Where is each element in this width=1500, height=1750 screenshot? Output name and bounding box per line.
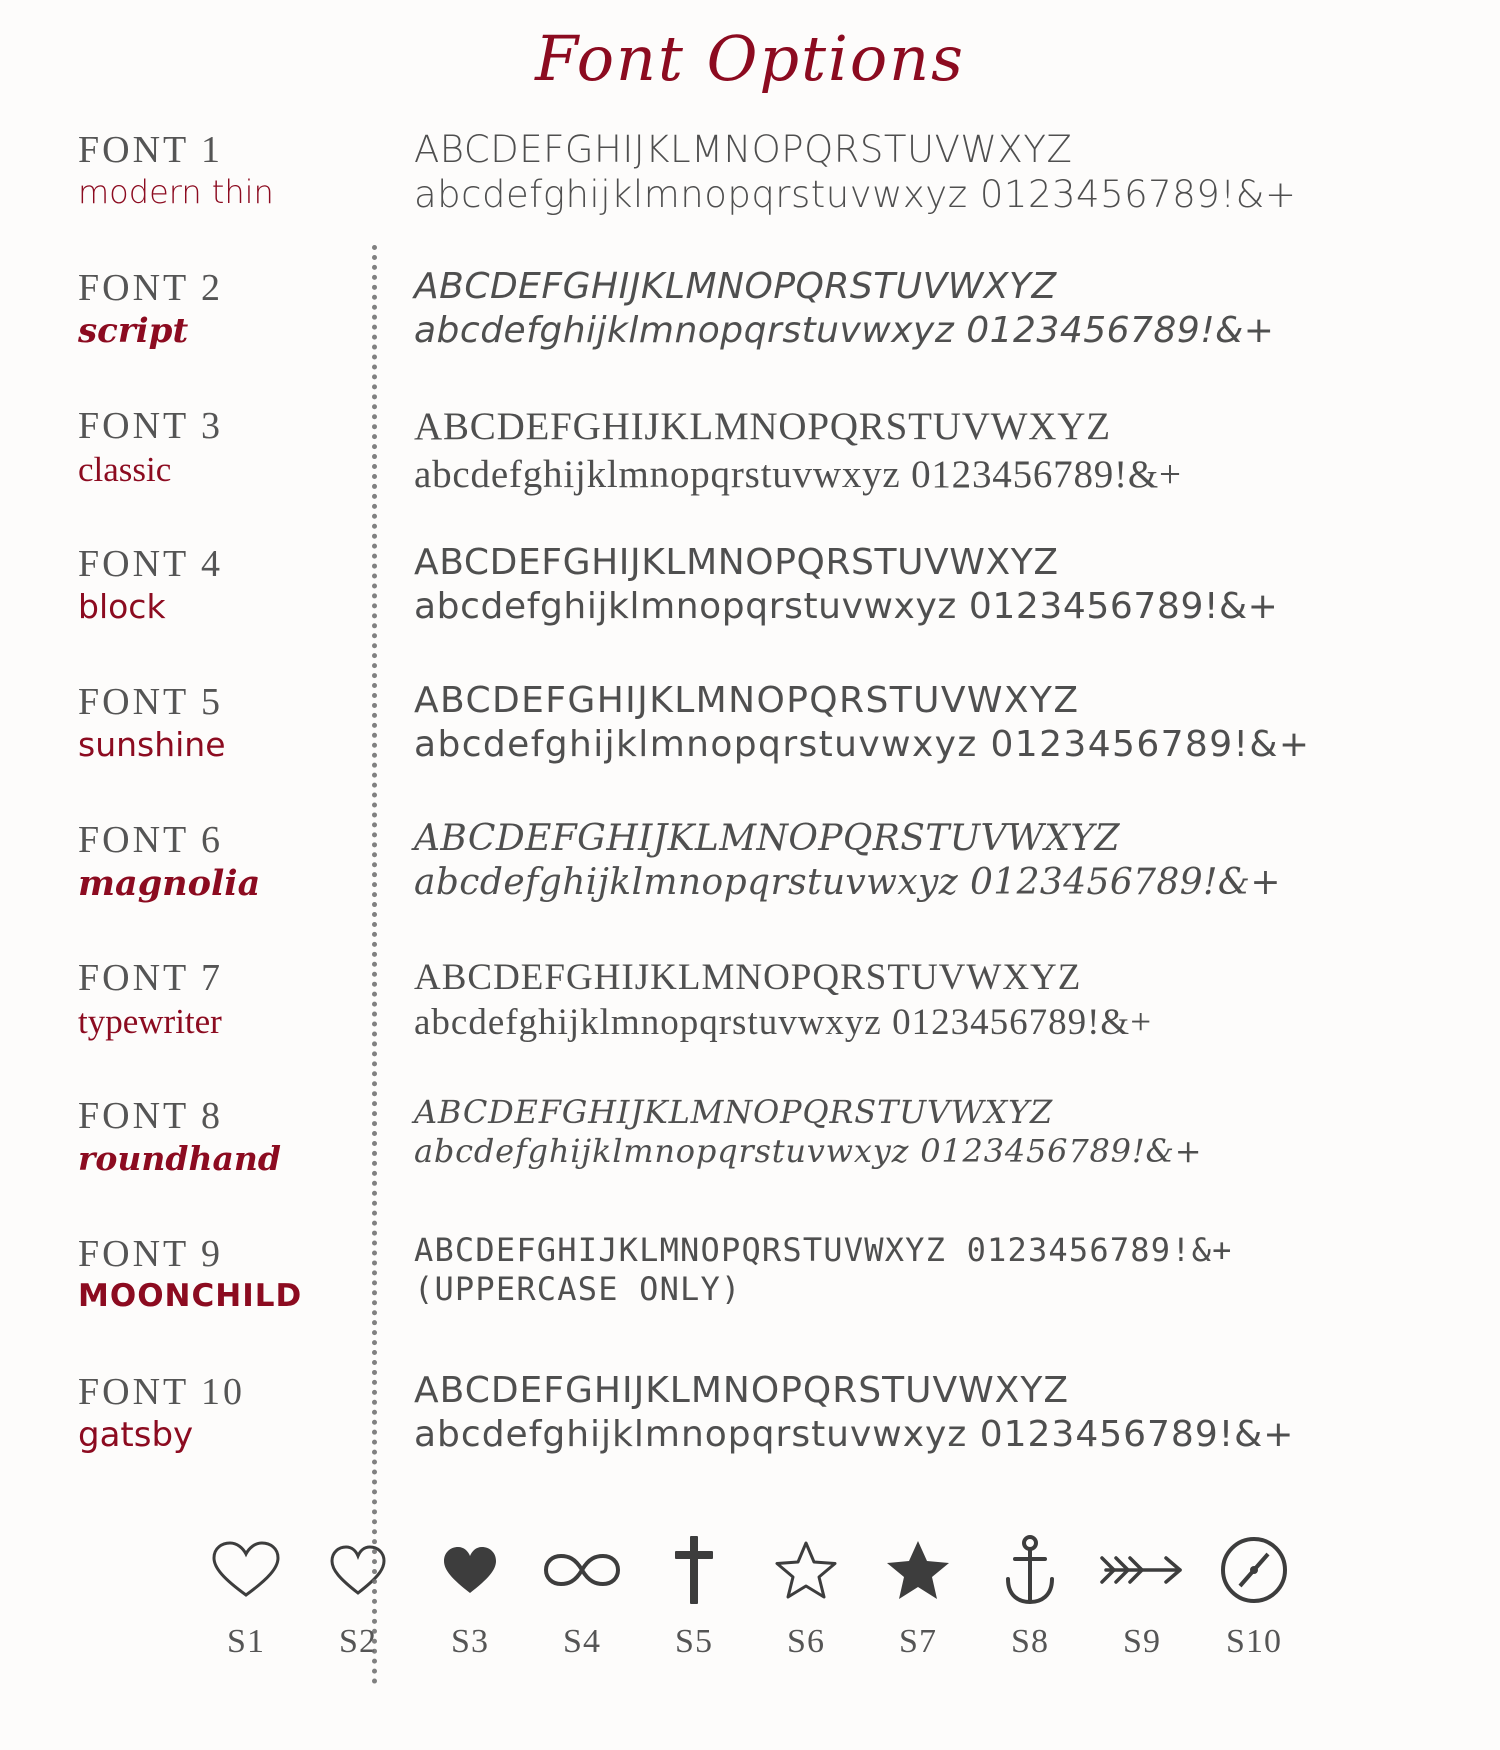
sample-lowercase: abcdefghijklmnopqrstuvwxyz 0123456789!&+ bbox=[414, 309, 1275, 351]
symbol-row bbox=[0, 1531, 1500, 1661]
font-row[interactable] bbox=[78, 1091, 1472, 1229]
font-sample bbox=[378, 263, 1472, 353]
font-number: FONT 5 bbox=[78, 681, 224, 723]
star-filled-icon bbox=[862, 1531, 974, 1609]
font-number: FONT 8 bbox=[78, 1095, 224, 1137]
symbol-label: S8 bbox=[1011, 1623, 1049, 1660]
font-sample bbox=[378, 401, 1472, 498]
font-number: FONT 6 bbox=[78, 819, 224, 861]
arrow-icon bbox=[1086, 1531, 1198, 1609]
sample-uppercase: ABCDEFGHIJKLMNOPQRSTUVWXYZ bbox=[414, 266, 1057, 307]
font-name: roundhand bbox=[78, 1138, 281, 1178]
sample-uppercase: ABCDEFGHIJKLMNOPQRSTUVWXYZ bbox=[414, 680, 1080, 721]
font-name: classic bbox=[78, 449, 172, 489]
symbol-label: S5 bbox=[675, 1623, 713, 1660]
font-sample bbox=[378, 125, 1472, 217]
symbol-label: S10 bbox=[1226, 1623, 1282, 1660]
sample-lowercase: abcdefghijklmnopqrstuvwxyz 0123456789!&+ bbox=[414, 1413, 1295, 1455]
symbol-option-s9[interactable] bbox=[1086, 1531, 1198, 1661]
symbol-option-s1[interactable] bbox=[190, 1531, 302, 1661]
symbol-option-s4[interactable] bbox=[526, 1531, 638, 1661]
font-number: FONT 7 bbox=[78, 957, 224, 999]
symbol-option-s8[interactable] bbox=[974, 1531, 1086, 1661]
font-name: block bbox=[78, 586, 166, 626]
symbol-label: S9 bbox=[1123, 1623, 1161, 1660]
font-label bbox=[78, 1367, 378, 1454]
sample-uppercase: ABCDEFGHIJKLMNOPQRSTUVWXYZ bbox=[414, 1093, 1054, 1131]
sample-lowercase: abcdefghijklmnopqrstuvwxyz 0123456789!&+ bbox=[414, 1132, 1203, 1171]
font-label bbox=[78, 401, 378, 489]
font-row[interactable] bbox=[78, 953, 1472, 1091]
symbol-label: S2 bbox=[339, 1623, 377, 1660]
heart-outline-wide-icon bbox=[190, 1531, 302, 1609]
font-name: MOONCHILD bbox=[78, 1277, 303, 1314]
sample-uppercase: ABCDEFGHIJKLMNOPQRSTUVWXYZ bbox=[414, 405, 1111, 448]
font-name: gatsby bbox=[78, 1414, 194, 1455]
anchor-icon bbox=[974, 1531, 1086, 1609]
page-title: Font Options bbox=[535, 22, 965, 95]
symbol-label: S1 bbox=[227, 1623, 265, 1660]
font-sample bbox=[378, 677, 1472, 767]
sample-lowercase: abcdefghijklmnopqrstuvwxyz 0123456789!&+ bbox=[414, 585, 1279, 627]
font-label bbox=[78, 1091, 378, 1177]
font-sample bbox=[378, 539, 1472, 629]
font-row[interactable] bbox=[78, 1229, 1472, 1367]
symbol-option-s2[interactable] bbox=[302, 1531, 414, 1661]
symbol-option-s6[interactable] bbox=[750, 1531, 862, 1661]
font-row[interactable] bbox=[78, 539, 1472, 677]
font-label bbox=[78, 953, 378, 1041]
symbol-option-s3[interactable] bbox=[414, 1531, 526, 1661]
heart-filled-icon bbox=[414, 1531, 526, 1609]
symbol-option-s7[interactable] bbox=[862, 1531, 974, 1661]
font-number: FONT 2 bbox=[78, 267, 224, 309]
symbol-label: S7 bbox=[899, 1623, 937, 1660]
font-row[interactable] bbox=[78, 815, 1472, 953]
font-number: FONT 9 bbox=[78, 1233, 224, 1275]
font-number: FONT 1 bbox=[78, 129, 224, 171]
sample-lowercase: abcdefghijklmnopqrstuvwxyz 0123456789!&+ bbox=[414, 861, 1281, 903]
font-label bbox=[78, 539, 378, 625]
font-name: magnolia bbox=[78, 862, 261, 904]
font-row[interactable] bbox=[78, 1367, 1472, 1505]
sample-uppercase: ABCDEFGHIJKLMNOPQRSTUVWXYZ bbox=[414, 1370, 1069, 1411]
sample-lowercase: abcdefghijklmnopqrstuvwxyz 0123456789!&+ bbox=[414, 723, 1311, 765]
dotted-divider bbox=[372, 245, 377, 1685]
font-number: FONT 10 bbox=[78, 1371, 246, 1413]
font-row[interactable] bbox=[78, 263, 1472, 401]
sample-lowercase: abcdefghijklmnopqrstuvwxyz 0123456789!&+ bbox=[414, 452, 1182, 496]
sample-note: (UPPERCASE ONLY) bbox=[414, 1270, 742, 1309]
symbol-label: S6 bbox=[787, 1623, 825, 1660]
cross-icon bbox=[638, 1531, 750, 1609]
font-sample bbox=[378, 953, 1472, 1045]
sample-uppercase: ABCDEFGHIJKLMNOPQRSTUVWXYZ bbox=[414, 957, 1082, 998]
font-sample bbox=[378, 1091, 1472, 1171]
sample-uppercase: ABCDEFGHIJKLMNOPQRSTUVWXYZ 0123456789!&+ bbox=[414, 1231, 1233, 1269]
font-sample bbox=[378, 1367, 1472, 1457]
compass-icon bbox=[1198, 1531, 1310, 1609]
font-list bbox=[0, 125, 1500, 1505]
font-name: script bbox=[78, 310, 189, 351]
sample-uppercase: ABCDEFGHIJKLMNOPQRSTUVWXYZ bbox=[414, 542, 1059, 583]
font-label bbox=[78, 263, 378, 350]
font-row[interactable] bbox=[78, 401, 1472, 539]
font-name: modern thin bbox=[78, 172, 274, 211]
symbol-label: S3 bbox=[451, 1623, 489, 1660]
sample-lowercase: abcdefghijklmnopqrstuvwxyz 0123456789!&+ bbox=[414, 173, 1297, 217]
font-row[interactable] bbox=[78, 677, 1472, 815]
sample-uppercase: ABCDEFGHIJKLMNOPQRSTUVWXYZ bbox=[414, 818, 1120, 859]
sample-uppercase: ABCDEFGHIJKLMNOPQRSTUVWXYZ bbox=[414, 128, 1073, 171]
font-name: sunshine bbox=[78, 724, 226, 764]
star-outline-icon bbox=[750, 1531, 862, 1609]
infinity-icon bbox=[526, 1531, 638, 1609]
heart-outline-icon bbox=[302, 1531, 414, 1609]
symbol-option-s10[interactable] bbox=[1198, 1531, 1310, 1661]
font-label bbox=[78, 1229, 378, 1313]
font-number: FONT 3 bbox=[78, 405, 224, 447]
symbol-label: S4 bbox=[563, 1623, 601, 1660]
font-label bbox=[78, 125, 378, 210]
symbol-option-s5[interactable] bbox=[638, 1531, 750, 1661]
font-number: FONT 4 bbox=[78, 543, 224, 585]
font-row[interactable] bbox=[78, 125, 1472, 263]
font-sample bbox=[378, 1229, 1472, 1309]
font-label bbox=[78, 677, 378, 763]
font-name: typewriter bbox=[78, 1001, 222, 1041]
font-label bbox=[78, 815, 378, 903]
font-sample bbox=[378, 815, 1472, 905]
sample-lowercase: abcdefghijklmnopqrstuvwxyz 0123456789!&+ bbox=[414, 1002, 1153, 1044]
